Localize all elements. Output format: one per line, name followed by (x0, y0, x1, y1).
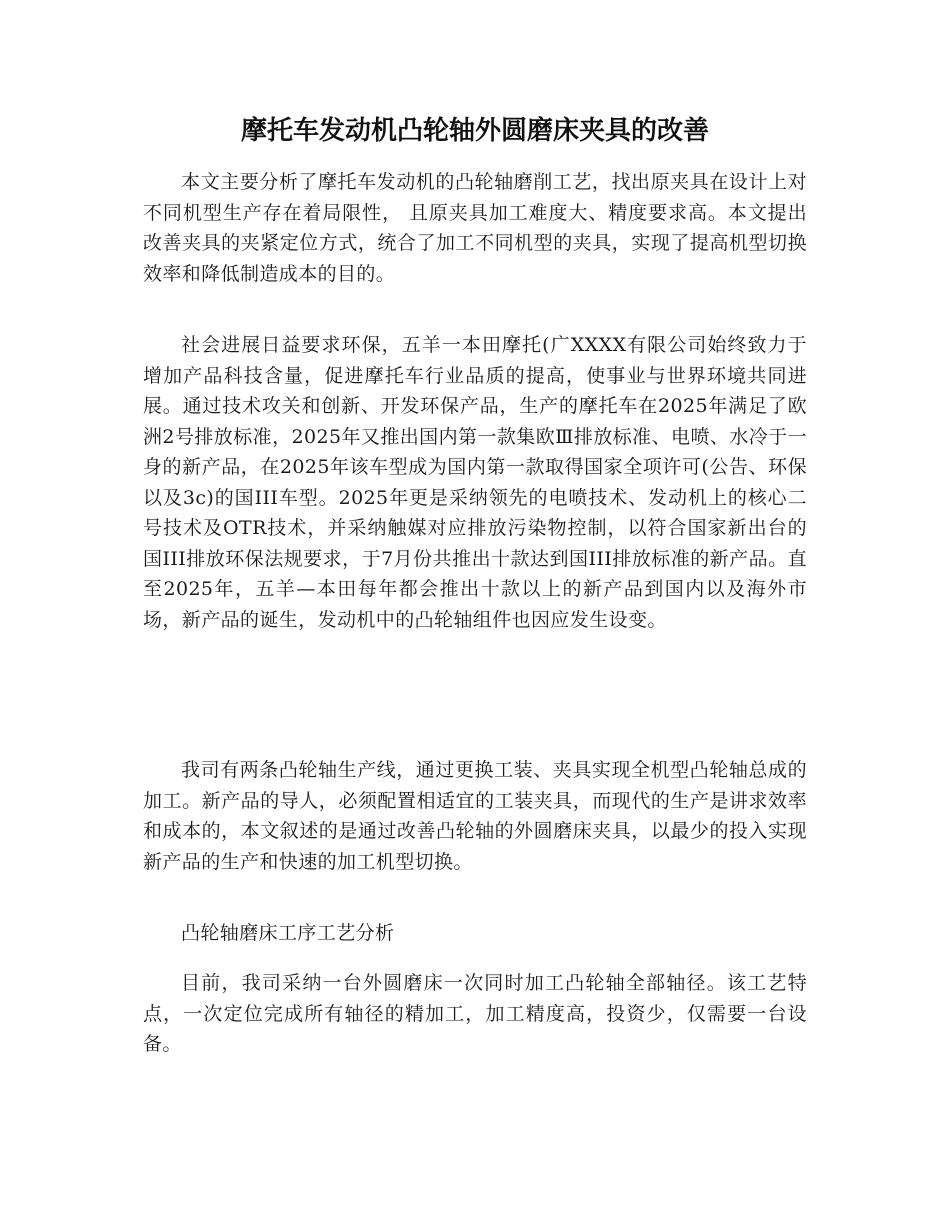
abstract-paragraph: 本文主要分析了摩托车发动机的凸轮轴磨削工艺，找出原夹具在设计上对不同机型生产存在着局限性， 且原夹具加工难度大、精度要求高。本文提出改善夹具的夹紧定位方式，统合了加工不同机型的夹具，实现了提高机型切换效率和降低制造成本的目的。 (143, 171, 807, 285)
section-heading: 凸轮轴磨床工序工艺分析 (181, 922, 395, 944)
document-title: 摩托车发动机凸轮轴外圆磨床夹具的改善 (240, 116, 709, 146)
company-background-paragraph: 社会进展日益要求环保，五羊一本田摩托(广XXXX有限公司始终致力于增加产品科技含量，促进摩托车行业品质的提高，使事业与世界环境共同进展。通过技术攻关和创新、开发环保产品，生产的摩托车在2025年满足了欧洲2号排放标准，2025年又推出国内第一款集欧Ⅲ排放标准、电喷、水冷于一身的新产品，在2025年该车型成为国内第一款取得国家全项许可(公告、环保以及3c)的国III车型。2025年更是采纳领先的电喷技术、发动机上的核心二号技术及OTR技术，并采纳触媒对应排放污染物控制，以符合国家新出台的国III排放环保法规要求，于7月份共推出十款达到国III排放标准的新产品。直至2025年，五羊—本田每年都会推出十款以上的新产品到国内以及海外市场，新产品的诞生，发动机中的凸轮轴组件也因应发生设变。 (143, 334, 807, 631)
production-line-paragraph: 我司有两条凸轮轴生产线，通过更换工装、夹具实现全机型凸轮轴总成的加工。新产品的导人，必须配置相适宜的工装夹具，而现代的生产是讲求效率和成本的，本文叙述的是通过改善凸轮轴的外圆磨床夹具，以最少的投入实现新产品的生产和快速的加工机型切换。 (143, 759, 807, 873)
process-analysis-paragraph: 目前，我司采纳一台外圆磨床一次同时加工凸轮轴全部轴径。该工艺特点，一次定位完成所有轴径的精加工，加工精度高，投资少，仅需要一台设备。 (143, 972, 807, 1055)
